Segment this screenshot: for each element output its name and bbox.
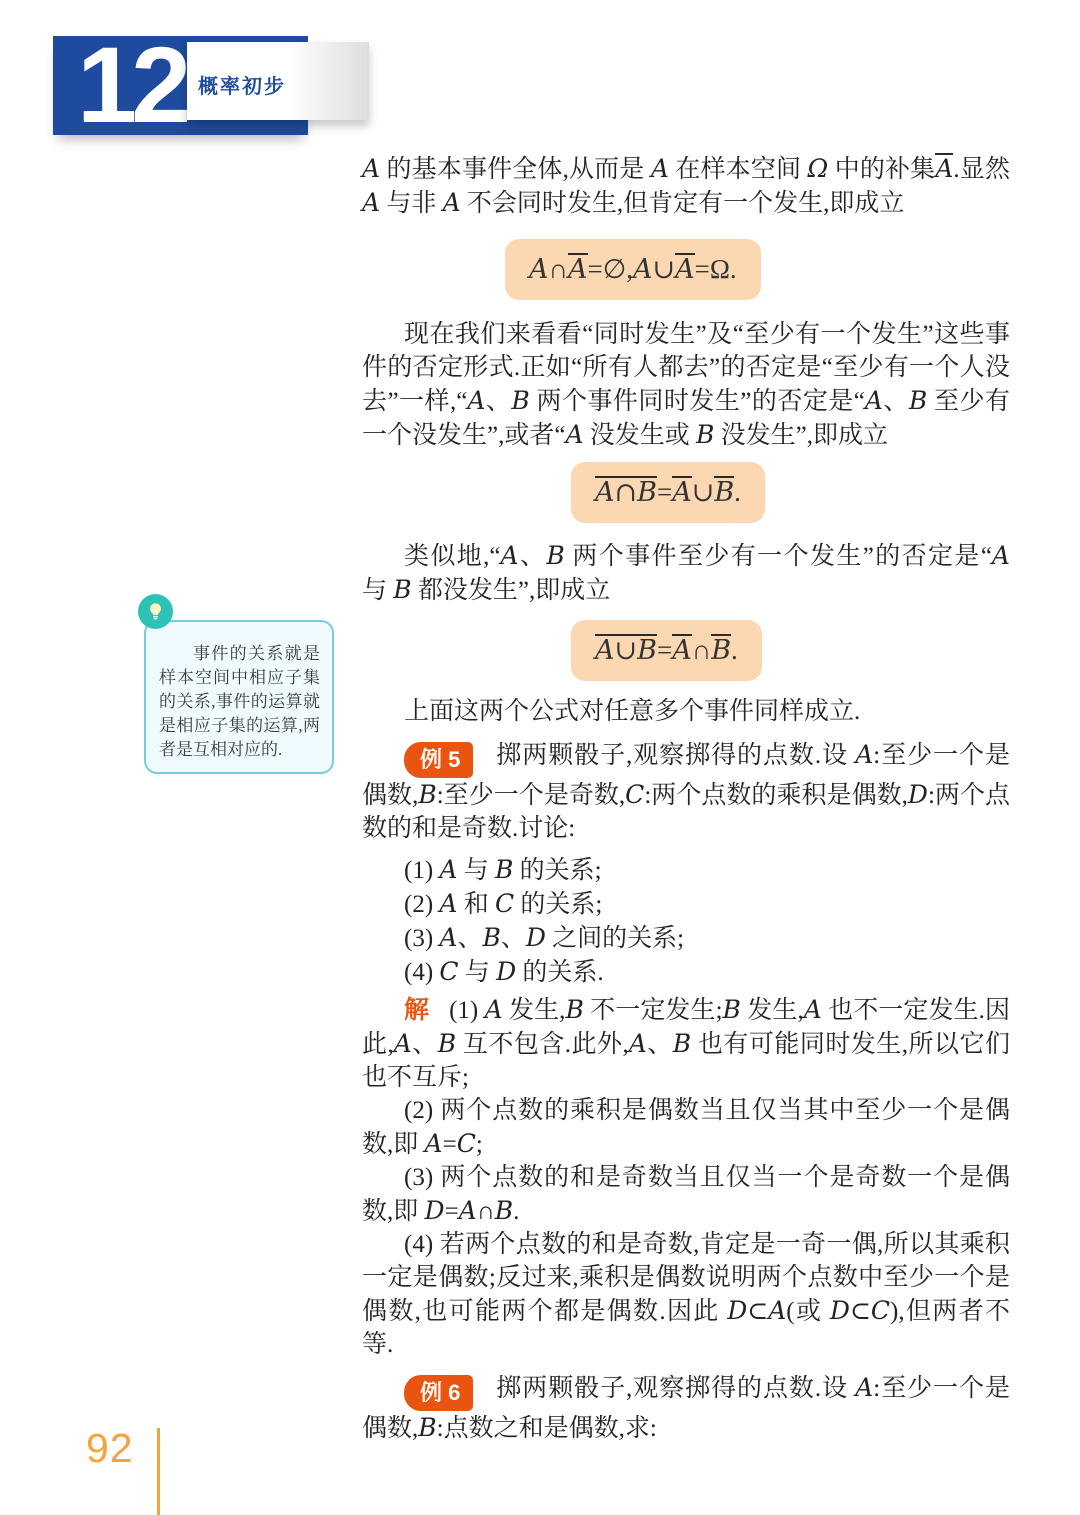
list-item: (3) A、B、D 之间的关系;	[404, 923, 685, 952]
chapter-number: 12	[77, 24, 186, 145]
chapter-title: 概率初步	[198, 76, 286, 98]
list-item: (2) A 和 C 的关系;	[404, 889, 603, 918]
example5-paragraph	[362, 738, 1010, 845]
formula-text: A∩B=A∪B.	[595, 477, 741, 508]
chapter-header	[53, 24, 383, 156]
content-column	[362, 152, 1010, 1445]
body-paragraph: A 的基本事件全体,从而是 A 在样本空间 Ω 中的补集A.显然 A 与非 A 不会同时发生,但肯定有一个发生,即成立	[362, 154, 1010, 217]
solution-paragraph	[362, 993, 1010, 1094]
body-paragraph: 类似地,“A、B 两个事件至少有一个发生”的否定是“A 与 B 都没发生”,即成立	[362, 541, 1010, 604]
formula-text: A∪B=A∩B.	[595, 635, 738, 666]
page-number: 92	[86, 1425, 134, 1471]
solution-text: (1) A 发生,B 不一定发生;B 发生,A 也不一定发生.因此,A、B 互不包含.此外,A、B 也有可能同时发生,所以它们也不互斥;	[362, 995, 1010, 1091]
formula-text: A∩A=∅,A∪A=Ω.	[529, 254, 737, 285]
formula-box	[571, 620, 762, 681]
example5-label: 例 5	[404, 742, 473, 778]
formula-box	[505, 239, 761, 300]
example6-text: 掷两颗骰子,观察掷得的点数.设 A:至少一个是偶数,B:点数之和是偶数,求:	[362, 1373, 1010, 1442]
body-paragraph: 现在我们来看看“同时发生”及“至少有一个发生”这些事件的否定形式.正如“所有人都去”的否定是“至少有一个人没去”一样,“A、B 两个事件同时发生”的否定是“A、B 至少有一个没发生”,或者“A 没发生或 B 没发生”,即成立	[362, 321, 1010, 449]
solution-label: 解	[404, 996, 430, 1024]
body-paragraph: 上面这两个公式对任意多个事件同样成立.	[404, 698, 861, 725]
list-item: (1) A 与 B 的关系;	[404, 855, 602, 884]
formula-box	[571, 462, 765, 523]
question-list	[362, 853, 1010, 989]
solution-paragraph: (2) 两个点数的乘积是偶数当且仅当其中至少一个是偶数,即 A=C;	[362, 1097, 1010, 1158]
example6-paragraph	[362, 1371, 1010, 1445]
lightbulb-icon	[138, 594, 173, 629]
footer-rule	[157, 1428, 160, 1515]
tip-note	[144, 620, 334, 774]
solution-paragraph: (4) 若两个点数的和是奇数,肯定是一奇一偶,所以其乘积一定是偶数;反过来,乘积是偶数说明两个点数中至少一个是偶数,也可能两个都是偶数.因此 D⊂A(或 D⊂C),但两者不等.	[362, 1231, 1010, 1358]
example5-text: 掷两颗骰子,观察掷得的点数.设 A:至少一个是偶数,B:至少一个是奇数,C:两个点数的乘积是偶数,D:两个点数的和是奇数.讨论:	[362, 740, 1010, 842]
tip-note-text: 事件的关系就是样本空间中相应子集的关系,事件的运算就是相应子集的运算,两者是互相对应的.	[159, 644, 320, 759]
list-item: (4) C 与 D 的关系.	[404, 957, 604, 986]
chapter-title-tab	[187, 42, 369, 120]
example6-label: 例 6	[404, 1375, 473, 1411]
solution-paragraph: (3) 两个点数的和是奇数当且仅当一个是奇数一个是偶数,即 D=A∩B.	[362, 1164, 1010, 1225]
